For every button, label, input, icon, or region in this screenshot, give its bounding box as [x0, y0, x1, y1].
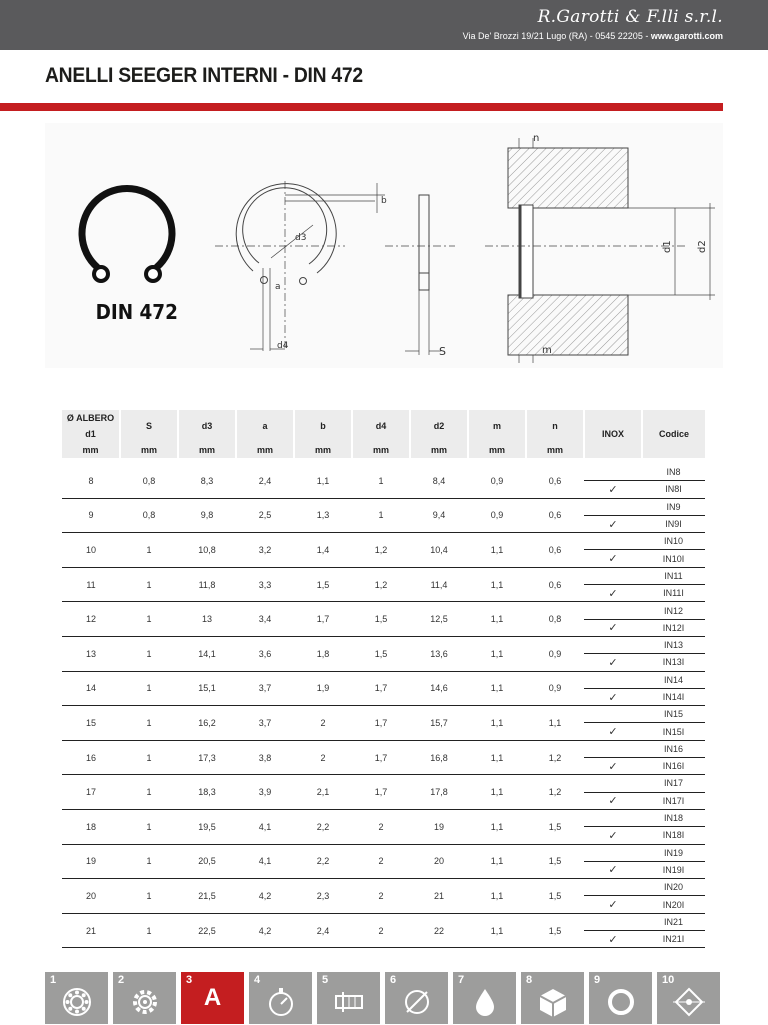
cell-d3: 20,5 — [178, 844, 236, 879]
cell-d2: 14,6 — [410, 671, 468, 706]
cell-a: 4,1 — [236, 844, 294, 879]
cell-n: 0,9 — [526, 636, 584, 671]
cell-inox — [584, 533, 642, 550]
dim-label-a: a — [275, 282, 281, 292]
cell-d4: 2 — [352, 879, 410, 914]
tab-number: 1 — [50, 974, 57, 986]
unit-label: mm — [352, 442, 410, 461]
cell-a: 3,6 — [236, 636, 294, 671]
cell-code: IN18 — [642, 809, 705, 826]
cell-code-inox: IN19I — [642, 861, 705, 878]
inox-check-icon: ✓ — [584, 896, 642, 913]
cell-n: 0,6 — [526, 533, 584, 568]
inox-check-icon: ✓ — [584, 654, 642, 671]
col-header-d2: d2 — [410, 410, 468, 442]
cell-code-inox: IN18I — [642, 827, 705, 844]
cell-a: 3,2 — [236, 533, 294, 568]
col-header-n: n — [526, 410, 584, 442]
cell-d4: 1,2 — [352, 567, 410, 602]
cell-d2: 13,6 — [410, 636, 468, 671]
cell-code: IN21 — [642, 913, 705, 930]
cell-inox — [584, 461, 642, 481]
cell-d3: 18,3 — [178, 775, 236, 810]
inox-check-icon: ✓ — [584, 515, 642, 532]
cell-d3: 19,5 — [178, 809, 236, 844]
cell-d2: 21 — [410, 879, 468, 914]
cell-d4: 1,5 — [352, 636, 410, 671]
cell-d3: 16,2 — [178, 706, 236, 741]
cell-d1: 14 — [62, 671, 120, 706]
cell-inox — [584, 844, 642, 861]
table-row — [62, 775, 705, 792]
cell-n: 1,1 — [526, 706, 584, 741]
cell-a: 4,1 — [236, 809, 294, 844]
cell-inox — [584, 913, 642, 930]
cell-d2: 11,4 — [410, 567, 468, 602]
unit-label: mm — [120, 442, 178, 461]
cell-code-inox: IN8I — [642, 481, 705, 498]
table-row — [62, 602, 705, 619]
cell-b: 2 — [294, 740, 352, 775]
cell-d3: 21,5 — [178, 879, 236, 914]
tab-number: 10 — [662, 974, 675, 986]
cell-m: 1,1 — [468, 567, 526, 602]
cell-code-inox: IN11I — [642, 585, 705, 602]
inox-check-icon: ✓ — [584, 827, 642, 844]
unit-label: mm — [410, 442, 468, 461]
spec-table-body — [62, 461, 705, 948]
cell-inox — [584, 879, 642, 896]
cell-s: 1 — [120, 879, 178, 914]
cell-m: 1,1 — [468, 775, 526, 810]
cell-d1: 11 — [62, 567, 120, 602]
cell-s: 1 — [120, 913, 178, 948]
cell-a: 3,9 — [236, 775, 294, 810]
col-header-d1: Ø ALBERO — [62, 410, 120, 426]
cell-inox — [584, 740, 642, 757]
cell-d1: 21 — [62, 913, 120, 948]
inox-check-icon: ✓ — [584, 688, 642, 705]
technical-drawing — [45, 123, 723, 368]
inox-check-icon: ✓ — [584, 861, 642, 878]
cell-code: IN12 — [642, 602, 705, 619]
ring-side-view — [385, 195, 455, 355]
cell-m: 0,9 — [468, 461, 526, 498]
cell-s: 1 — [120, 809, 178, 844]
cell-d4: 1,7 — [352, 671, 410, 706]
product-label: DIN 472 — [95, 300, 178, 325]
cell-n: 0,6 — [526, 498, 584, 533]
col-header-a: a — [236, 410, 294, 442]
cell-a: 4,2 — [236, 913, 294, 948]
cell-s: 1 — [120, 844, 178, 879]
cell-d4: 1 — [352, 498, 410, 533]
inox-check-icon: ✓ — [584, 792, 642, 809]
cell-s: 1 — [120, 740, 178, 775]
housing-section-view — [485, 138, 715, 363]
cell-s: 1 — [120, 533, 178, 568]
cell-n: 1,5 — [526, 844, 584, 879]
inox-check-icon: ✓ — [584, 550, 642, 567]
cell-m: 1,1 — [468, 671, 526, 706]
cell-n: 0,8 — [526, 602, 584, 637]
cell-b: 2,2 — [294, 844, 352, 879]
table-row — [62, 740, 705, 757]
cell-m: 1,1 — [468, 636, 526, 671]
cell-d1: 9 — [62, 498, 120, 533]
cell-d3: 14,1 — [178, 636, 236, 671]
cell-code: IN15 — [642, 706, 705, 723]
col-header-d4: d4 — [352, 410, 410, 442]
cell-a: 2,4 — [236, 461, 294, 498]
cell-inox — [584, 636, 642, 653]
ring-icon — [603, 984, 639, 1020]
cell-b: 2,1 — [294, 775, 352, 810]
table-row — [62, 567, 705, 584]
dim-label-d2: d2 — [697, 240, 708, 253]
cell-code-inox: IN16I — [642, 758, 705, 775]
cell-b: 2,2 — [294, 809, 352, 844]
category-tab-3[interactable] — [181, 972, 244, 1024]
table-row — [62, 706, 705, 723]
cell-a: 3,3 — [236, 567, 294, 602]
cell-n: 1,2 — [526, 775, 584, 810]
cell-s: 0,8 — [120, 461, 178, 498]
cell-code-inox: IN20I — [642, 896, 705, 913]
inox-check-icon: ✓ — [584, 481, 642, 498]
cell-d4: 1 — [352, 461, 410, 498]
category-tab-10[interactable] — [657, 972, 720, 1024]
website-link[interactable]: www.garotti.com — [650, 31, 723, 41]
cell-code-inox: IN10I — [642, 550, 705, 567]
cell-d2: 19 — [410, 809, 468, 844]
cell-code-inox: IN17I — [642, 792, 705, 809]
dim-label-m: m — [542, 345, 552, 356]
table-row — [62, 461, 705, 481]
cell-d2: 9,4 — [410, 498, 468, 533]
table-row — [62, 636, 705, 653]
cell-d1: 13 — [62, 636, 120, 671]
cell-b: 1,8 — [294, 636, 352, 671]
cell-m: 1,1 — [468, 879, 526, 914]
unit-label: mm — [62, 442, 120, 461]
cell-inox — [584, 671, 642, 688]
cell-d2: 22 — [410, 913, 468, 948]
cell-s: 1 — [120, 636, 178, 671]
tab-number: 5 — [322, 974, 329, 986]
tab-number: 6 — [390, 974, 397, 986]
category-tab-7[interactable] — [453, 972, 516, 1024]
cell-n: 1,5 — [526, 879, 584, 914]
cell-d1: 17 — [62, 775, 120, 810]
col-header-codice: Codice — [642, 410, 705, 461]
cell-d3: 9,8 — [178, 498, 236, 533]
unit-label: mm — [468, 442, 526, 461]
inox-check-icon: ✓ — [584, 619, 642, 636]
cell-d4: 2 — [352, 844, 410, 879]
cell-n: 0,9 — [526, 671, 584, 706]
cell-code: IN20 — [642, 879, 705, 896]
cell-d2: 12,5 — [410, 602, 468, 637]
cell-code: IN13 — [642, 636, 705, 653]
gauge-icon — [263, 984, 299, 1020]
cell-d1: 20 — [62, 879, 120, 914]
cell-d2: 15,7 — [410, 706, 468, 741]
category-tab-8[interactable] — [521, 972, 584, 1024]
cell-d3: 8,3 — [178, 461, 236, 498]
company-address: Via De' Brozzi 19/21 Lugo (RA) - 0545 22205 - www.garotti.com — [462, 31, 723, 41]
cell-inox — [584, 706, 642, 723]
cell-inox — [584, 602, 642, 619]
cell-d1: 19 — [62, 844, 120, 879]
cell-code: IN11 — [642, 567, 705, 584]
category-tab-9[interactable] — [589, 972, 652, 1024]
category-tab-bar — [45, 972, 720, 1024]
tab-number: 2 — [118, 974, 125, 986]
cell-d1: 16 — [62, 740, 120, 775]
cell-code: IN9 — [642, 498, 705, 515]
box-icon — [535, 984, 571, 1020]
brand-logo: R.Garotti & F.lli s.r.l. — [537, 7, 723, 27]
cell-a: 3,7 — [236, 671, 294, 706]
unit-label: mm — [294, 442, 352, 461]
tab-number: 3 — [186, 974, 193, 986]
cell-n: 1,2 — [526, 740, 584, 775]
cell-d4: 1,7 — [352, 775, 410, 810]
cell-d3: 15,1 — [178, 671, 236, 706]
cell-code-inox: IN12I — [642, 619, 705, 636]
unit-label: mm — [178, 442, 236, 461]
cell-b: 2 — [294, 706, 352, 741]
bearing-icon — [59, 984, 95, 1020]
cell-code-inox: IN21I — [642, 931, 705, 948]
inox-check-icon: ✓ — [584, 585, 642, 602]
dim-label-b: b — [381, 196, 387, 206]
col-header-b: b — [294, 410, 352, 442]
cell-m: 1,1 — [468, 602, 526, 637]
col-header-s: S — [120, 410, 178, 442]
top-bar — [0, 0, 768, 50]
cell-a: 2,5 — [236, 498, 294, 533]
category-tab-1[interactable] — [45, 972, 108, 1024]
cell-inox — [584, 498, 642, 515]
oil-drop-icon — [467, 984, 503, 1020]
dim-label-n: n — [533, 133, 540, 144]
category-tab-5[interactable] — [317, 972, 380, 1024]
cell-n: 0,6 — [526, 567, 584, 602]
cell-s: 1 — [120, 567, 178, 602]
cell-code: IN16 — [642, 740, 705, 757]
cell-a: 4,2 — [236, 879, 294, 914]
spec-table — [62, 410, 705, 948]
gear-icon — [127, 984, 163, 1020]
cell-a: 3,8 — [236, 740, 294, 775]
cell-d2: 10,4 — [410, 533, 468, 568]
table-row — [62, 879, 705, 896]
cell-d2: 20 — [410, 844, 468, 879]
inox-check-icon: ✓ — [584, 931, 642, 948]
cell-d4: 1,2 — [352, 533, 410, 568]
cell-b: 1,7 — [294, 602, 352, 637]
cell-s: 0,8 — [120, 498, 178, 533]
unit-label: mm — [526, 442, 584, 461]
cell-d2: 16,8 — [410, 740, 468, 775]
cell-a: 3,7 — [236, 706, 294, 741]
cell-a: 3,4 — [236, 602, 294, 637]
cell-d1: 15 — [62, 706, 120, 741]
cell-m: 1,1 — [468, 740, 526, 775]
cell-n: 0,6 — [526, 461, 584, 498]
cell-code-inox: IN14I — [642, 688, 705, 705]
cell-s: 1 — [120, 775, 178, 810]
cell-d3: 17,3 — [178, 740, 236, 775]
cell-m: 1,1 — [468, 844, 526, 879]
ring-front-view — [215, 181, 385, 351]
cell-d4: 1,5 — [352, 602, 410, 637]
cell-inox — [584, 809, 642, 826]
page-title: ANELLI SEEGER INTERNI - DIN 472 — [45, 64, 363, 87]
cell-m: 1,1 — [468, 706, 526, 741]
caliper-icon — [331, 984, 367, 1020]
unit-label: mm — [236, 442, 294, 461]
cell-m: 1,1 — [468, 809, 526, 844]
cell-m: 0,9 — [468, 498, 526, 533]
table-row — [62, 844, 705, 861]
cell-d1: 12 — [62, 602, 120, 637]
cell-d2: 17,8 — [410, 775, 468, 810]
tab-number: 4 — [254, 974, 261, 986]
cell-d2: 8,4 — [410, 461, 468, 498]
cell-d3: 10,8 — [178, 533, 236, 568]
tab-number: 9 — [594, 974, 601, 986]
cell-b: 1,5 — [294, 567, 352, 602]
cell-d4: 2 — [352, 809, 410, 844]
cell-code: IN17 — [642, 775, 705, 792]
table-row — [62, 809, 705, 826]
cell-inox — [584, 775, 642, 792]
cell-d3: 13 — [178, 602, 236, 637]
circlip-product-icon — [82, 188, 172, 281]
table-row — [62, 913, 705, 930]
table-row — [62, 671, 705, 688]
cell-code-inox: IN9I — [642, 515, 705, 532]
col-header-d3: d3 — [178, 410, 236, 442]
diameter-icon — [399, 984, 435, 1020]
cell-b: 1,1 — [294, 461, 352, 498]
category-tab-2[interactable] — [113, 972, 176, 1024]
dim-label-d4: d4 — [277, 341, 289, 351]
cell-code: IN14 — [642, 671, 705, 688]
diamond-tool-icon — [671, 984, 707, 1020]
cell-m: 1,1 — [468, 533, 526, 568]
cell-code: IN10 — [642, 533, 705, 550]
col-header-inox: INOX — [584, 410, 642, 461]
col-header-m: m — [468, 410, 526, 442]
cell-d3: 22,5 — [178, 913, 236, 948]
dim-label-d3: d3 — [295, 233, 307, 243]
table-row — [62, 533, 705, 550]
inox-check-icon: ✓ — [584, 758, 642, 775]
cell-code: IN8 — [642, 461, 705, 481]
cell-d4: 2 — [352, 913, 410, 948]
category-tab-4[interactable] — [249, 972, 312, 1024]
cell-s: 1 — [120, 671, 178, 706]
cell-b: 1,9 — [294, 671, 352, 706]
cell-n: 1,5 — [526, 809, 584, 844]
cell-inox — [584, 567, 642, 584]
title-underline — [0, 103, 723, 111]
tab-number: 8 — [526, 974, 533, 986]
cell-b: 2,4 — [294, 913, 352, 948]
cell-m: 1,1 — [468, 913, 526, 948]
cell-b: 2,3 — [294, 879, 352, 914]
cell-s: 1 — [120, 706, 178, 741]
col-header-d1-sub: d1 — [62, 426, 120, 442]
cell-s: 1 — [120, 602, 178, 637]
cell-d1: 18 — [62, 809, 120, 844]
table-row — [62, 498, 705, 515]
dim-label-s: S — [439, 345, 446, 358]
cell-code-inox: IN15I — [642, 723, 705, 740]
cell-n: 1,5 — [526, 913, 584, 948]
cell-code-inox: IN13I — [642, 654, 705, 671]
cell-code: IN19 — [642, 844, 705, 861]
cell-d4: 1,7 — [352, 740, 410, 775]
cell-d1: 10 — [62, 533, 120, 568]
inox-check-icon: ✓ — [584, 723, 642, 740]
tab-letter-a: A — [203, 984, 222, 1011]
cell-b: 1,4 — [294, 533, 352, 568]
cell-b: 1,3 — [294, 498, 352, 533]
cell-d3: 11,8 — [178, 567, 236, 602]
category-tab-6[interactable] — [385, 972, 448, 1024]
cell-d1: 8 — [62, 461, 120, 498]
cell-d4: 1,7 — [352, 706, 410, 741]
tab-number: 7 — [458, 974, 465, 986]
dim-label-d1: d1 — [662, 240, 673, 253]
